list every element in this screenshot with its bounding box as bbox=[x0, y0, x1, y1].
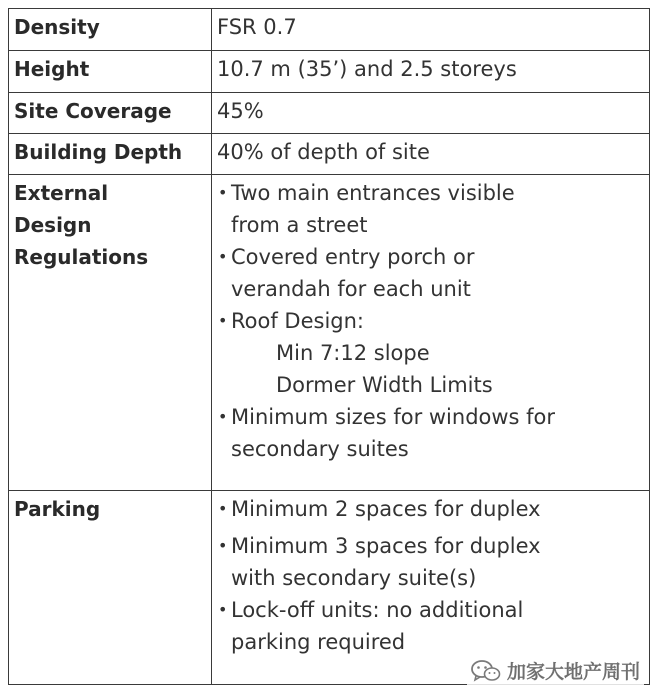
sub-item: Min 7:12 slope bbox=[276, 341, 430, 365]
zoning-rules-table bbox=[8, 8, 650, 685]
bullet-icon: • bbox=[218, 247, 228, 266]
bullet-icon: • bbox=[218, 499, 228, 518]
wechat-watermark bbox=[467, 655, 644, 686]
bullet-list bbox=[217, 493, 649, 658]
table-row bbox=[9, 93, 650, 134]
list-item: • Two main entrances visible from a street bbox=[217, 177, 649, 241]
list-item: • Lock-off units: no additional parking required bbox=[217, 594, 649, 658]
row-label-height: Height bbox=[9, 51, 212, 93]
bullet-icon: • bbox=[218, 536, 228, 555]
table-row bbox=[9, 134, 650, 175]
bullet-icon: • bbox=[218, 600, 228, 619]
bullet-list bbox=[217, 177, 649, 465]
bullet-icon: • bbox=[218, 311, 228, 330]
list-item: • Minimum 2 spaces for duplex bbox=[217, 493, 649, 525]
row-label-density: Density bbox=[9, 9, 212, 51]
row-value-external-design bbox=[212, 175, 650, 491]
table-row bbox=[9, 51, 650, 93]
sub-item: Dormer Width Limits bbox=[276, 373, 493, 397]
bullet-icon: • bbox=[218, 407, 228, 426]
list-item: • Minimum sizes for windows for secondary suites bbox=[217, 401, 649, 465]
row-label-site-coverage: Site Coverage bbox=[9, 93, 212, 134]
row-label-external-design: External Design Regulations bbox=[9, 175, 212, 491]
table-row bbox=[9, 175, 650, 491]
table-row bbox=[9, 9, 650, 51]
row-label-parking: Parking bbox=[9, 491, 212, 685]
list-item: • Minimum 3 spaces for duplex with secondary suite(s) bbox=[217, 530, 649, 594]
row-value-building-depth: 40% of depth of site bbox=[212, 134, 650, 175]
row-value-height: 10.7 m (35’) and 2.5 storeys bbox=[212, 51, 650, 93]
wechat-icon bbox=[471, 659, 501, 683]
row-label-building-depth: Building Depth bbox=[9, 134, 212, 175]
list-item: • Roof Design: Min 7:12 slope Dormer Width Limits bbox=[217, 305, 649, 401]
row-value-density: FSR 0.7 bbox=[212, 9, 650, 51]
list-item: • Covered entry porch or verandah for each unit bbox=[217, 241, 649, 305]
row-value-site-coverage: 45% bbox=[212, 93, 650, 134]
watermark-text: 加家大地产周刊 bbox=[506, 661, 640, 683]
bullet-icon: • bbox=[218, 183, 228, 202]
